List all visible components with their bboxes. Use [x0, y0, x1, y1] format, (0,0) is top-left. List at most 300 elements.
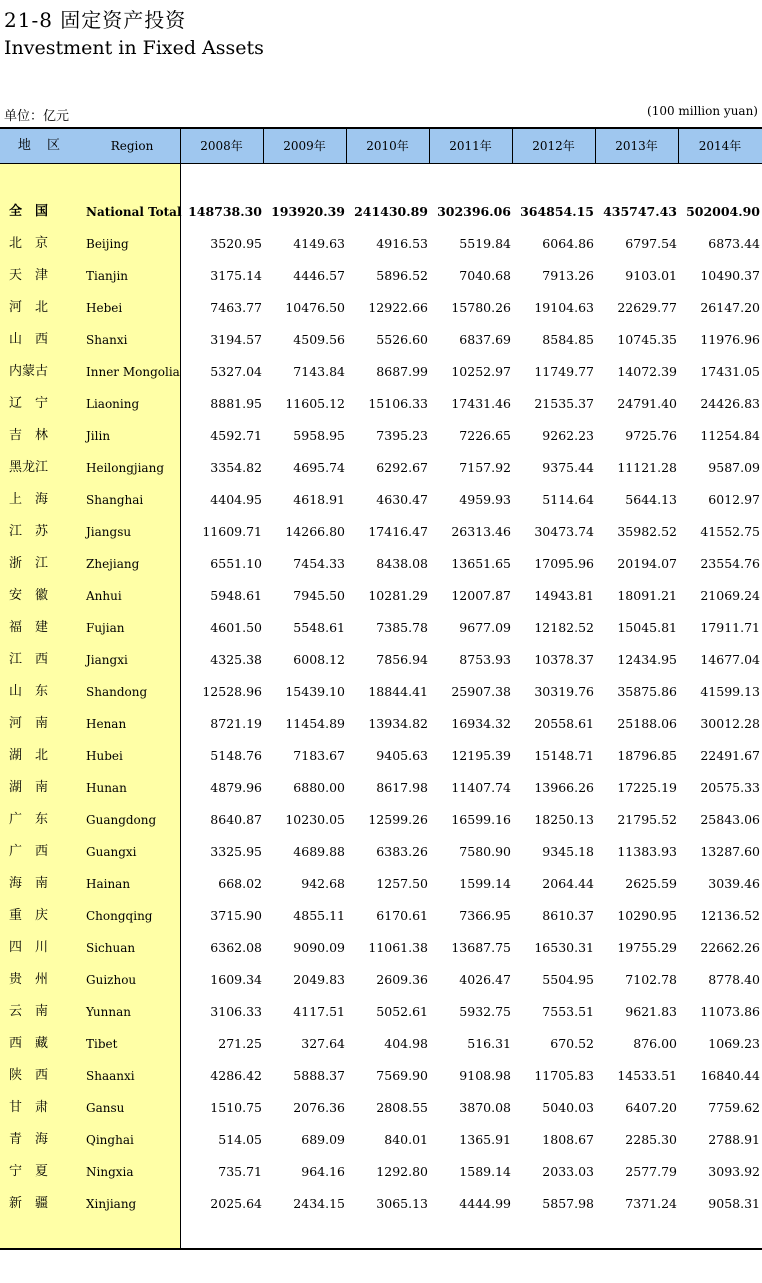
value-cell: 12195.39 — [451, 748, 511, 763]
value-cell: 4592.71 — [210, 428, 262, 443]
value-cell: 41599.13 — [700, 684, 760, 699]
value-cell: 5040.03 — [542, 1100, 594, 1115]
value-cell: 24426.83 — [700, 396, 760, 411]
value-cell: 6880.00 — [293, 780, 345, 795]
region-name-en: Sichuan — [86, 941, 136, 955]
table-row — [0, 1028, 762, 1060]
value-cell: 4618.91 — [293, 492, 345, 507]
value-cell: 435747.43 — [603, 204, 677, 219]
investment-table — [0, 127, 762, 1250]
value-cell: 4404.95 — [210, 492, 262, 507]
value-cell: 17225.19 — [617, 780, 677, 795]
value-cell: 22629.77 — [617, 300, 677, 315]
region-name-en: Zhejiang — [86, 557, 140, 571]
value-cell: 5526.60 — [376, 332, 428, 347]
value-cell: 10290.95 — [617, 908, 677, 923]
value-cell: 3194.57 — [210, 332, 262, 347]
region-name-en: Qinghai — [86, 1133, 134, 1147]
value-cell: 7040.68 — [459, 268, 511, 283]
value-cell: 2788.91 — [708, 1132, 760, 1147]
value-cell: 4630.47 — [376, 492, 428, 507]
value-cell: 10490.37 — [700, 268, 760, 283]
region-name-en: Gansu — [86, 1101, 125, 1115]
value-cell: 3520.95 — [210, 236, 262, 251]
value-cell: 7580.90 — [459, 844, 511, 859]
value-cell: 11976.96 — [700, 332, 760, 347]
value-cell: 12922.66 — [368, 300, 428, 315]
region-name-cn: 青 海 — [9, 1132, 49, 1147]
region-name-cn: 新 疆 — [9, 1196, 49, 1211]
value-cell: 8584.85 — [542, 332, 594, 347]
value-cell: 11749.77 — [534, 364, 594, 379]
value-cell: 964.16 — [301, 1164, 345, 1179]
value-cell: 364854.15 — [520, 204, 594, 219]
table-row — [0, 708, 762, 740]
region-name-cn: 河 北 — [9, 300, 49, 315]
value-cell: 5504.95 — [542, 972, 594, 987]
value-cell: 6362.08 — [210, 940, 262, 955]
value-cell: 271.25 — [218, 1036, 262, 1051]
value-cell: 11609.71 — [202, 524, 262, 539]
table-row — [0, 612, 762, 644]
header-year: 2013年 — [615, 139, 658, 153]
region-name-en: Hainan — [86, 877, 131, 891]
value-cell: 668.02 — [218, 876, 262, 891]
region-name-en: Hebei — [86, 301, 123, 315]
header-year: 2012年 — [532, 139, 575, 153]
value-cell: 7913.26 — [542, 268, 594, 283]
region-name-en: Heilongjiang — [86, 461, 164, 475]
table-row-total — [0, 196, 762, 228]
value-cell: 1599.14 — [459, 876, 511, 891]
value-cell: 7463.77 — [210, 300, 262, 315]
value-cell: 21069.24 — [700, 588, 760, 603]
value-cell: 17095.96 — [534, 556, 594, 571]
value-cell: 30473.74 — [534, 524, 594, 539]
value-cell: 13651.65 — [451, 556, 511, 571]
value-cell: 15045.81 — [617, 620, 677, 635]
region-name-en: Hubei — [86, 749, 123, 763]
value-cell: 6064.86 — [542, 236, 594, 251]
value-cell: 241430.89 — [354, 204, 428, 219]
value-cell: 9375.44 — [542, 460, 594, 475]
value-cell: 3106.33 — [210, 1004, 262, 1019]
region-name-en: Xinjiang — [86, 1197, 137, 1211]
value-cell: 12434.95 — [617, 652, 677, 667]
value-cell: 3175.14 — [210, 268, 262, 283]
value-cell: 4959.93 — [459, 492, 511, 507]
value-cell: 4149.63 — [293, 236, 345, 251]
value-cell: 12528.96 — [202, 684, 262, 699]
region-name-cn: 广 西 — [9, 844, 49, 859]
table-row — [0, 324, 762, 356]
region-name-cn: 天 津 — [9, 268, 49, 283]
region-name-cn: 吉 林 — [9, 428, 49, 443]
value-cell: 7226.65 — [459, 428, 511, 443]
value-cell: 876.00 — [633, 1036, 677, 1051]
value-cell: 14266.80 — [285, 524, 345, 539]
table-row — [0, 772, 762, 804]
region-name-cn: 内蒙古 — [9, 364, 49, 379]
value-cell: 9587.09 — [708, 460, 760, 475]
value-cell: 302396.06 — [437, 204, 511, 219]
value-cell: 11605.12 — [285, 396, 345, 411]
table-row — [0, 1124, 762, 1156]
value-cell: 3870.08 — [459, 1100, 511, 1115]
table-row — [0, 260, 762, 292]
value-cell: 15780.26 — [451, 300, 511, 315]
table-row — [0, 292, 762, 324]
value-cell: 14533.51 — [617, 1068, 677, 1083]
value-cell: 25188.06 — [617, 716, 677, 731]
table-row — [0, 388, 762, 420]
header-year: 2011年 — [449, 139, 492, 153]
value-cell: 4879.96 — [210, 780, 262, 795]
value-cell: 6292.67 — [376, 460, 428, 475]
value-cell: 4695.74 — [293, 460, 345, 475]
value-cell: 7569.90 — [376, 1068, 428, 1083]
value-cell: 5327.04 — [210, 364, 262, 379]
value-cell: 942.68 — [301, 876, 345, 891]
region-name-cn: 福 建 — [9, 620, 49, 635]
region-name-cn: 黑龙江 — [9, 460, 49, 475]
value-cell: 12136.52 — [700, 908, 760, 923]
value-cell: 4509.56 — [293, 332, 345, 347]
value-cell: 6551.10 — [210, 556, 262, 571]
region-name-cn: 海 南 — [9, 876, 49, 891]
value-cell: 30319.76 — [534, 684, 594, 699]
value-cell: 3325.95 — [210, 844, 262, 859]
region-name-en: Jiangxi — [86, 653, 128, 667]
region-name-en: Henan — [86, 717, 127, 731]
value-cell: 7856.94 — [376, 652, 428, 667]
region-name-en: Inner Mongolia — [86, 365, 180, 379]
table-row — [0, 676, 762, 708]
value-cell: 30012.28 — [700, 716, 760, 731]
value-cell: 20558.61 — [534, 716, 594, 731]
region-name-cn: 甘 肃 — [9, 1100, 49, 1115]
value-cell: 10378.37 — [534, 652, 594, 667]
value-cell: 7454.33 — [293, 556, 345, 571]
value-cell: 6012.97 — [708, 492, 760, 507]
page-title-english: Investment in Fixed Assets — [4, 37, 264, 59]
header-year: 2009年 — [283, 139, 326, 153]
value-cell: 6008.12 — [293, 652, 345, 667]
value-cell: 2064.44 — [542, 876, 594, 891]
value-cell: 3715.90 — [210, 908, 262, 923]
value-cell: 9725.76 — [625, 428, 677, 443]
region-name-cn: 河 南 — [9, 716, 49, 731]
region-name-en: Hunan — [86, 781, 127, 795]
value-cell: 2625.59 — [625, 876, 677, 891]
value-cell: 7759.62 — [708, 1100, 760, 1115]
value-cell: 8753.93 — [459, 652, 511, 667]
value-cell: 7143.84 — [293, 364, 345, 379]
value-cell: 25907.38 — [451, 684, 511, 699]
region-name-cn: 贵 州 — [9, 972, 49, 987]
region-name-cn: 安 徽 — [9, 588, 49, 603]
value-cell: 13687.75 — [451, 940, 511, 955]
value-cell: 15106.33 — [368, 396, 428, 411]
value-cell: 4689.88 — [293, 844, 345, 859]
header-year: 2010年 — [366, 139, 409, 153]
region-name-en: Liaoning — [86, 397, 140, 411]
value-cell: 840.01 — [384, 1132, 428, 1147]
value-cell: 4446.57 — [293, 268, 345, 283]
region-name-cn: 重 庆 — [9, 908, 49, 923]
region-name-en: Shanxi — [86, 333, 128, 347]
value-cell: 8881.95 — [210, 396, 262, 411]
region-name-en: Beijing — [86, 237, 129, 251]
value-cell: 5896.52 — [376, 268, 428, 283]
region-name-cn: 云 南 — [9, 1004, 49, 1019]
value-cell: 404.98 — [384, 1036, 428, 1051]
header-year: 2008年 — [200, 139, 243, 153]
region-name-cn: 广 东 — [9, 812, 49, 827]
value-cell: 8721.19 — [210, 716, 262, 731]
table-row — [0, 1060, 762, 1092]
value-cell: 11254.84 — [700, 428, 760, 443]
column-divider — [595, 129, 596, 163]
value-cell: 3065.13 — [376, 1196, 428, 1211]
value-cell: 7102.78 — [625, 972, 677, 987]
value-cell: 4916.53 — [376, 236, 428, 251]
value-cell: 19755.29 — [617, 940, 677, 955]
value-cell: 11073.86 — [700, 1004, 760, 1019]
value-cell: 8617.98 — [376, 780, 428, 795]
region-name-en: Guangxi — [86, 845, 137, 859]
value-cell: 35875.86 — [617, 684, 677, 699]
region-name-en: Jilin — [86, 429, 111, 443]
value-cell: 6837.69 — [459, 332, 511, 347]
value-cell: 670.52 — [550, 1036, 594, 1051]
value-cell: 2033.03 — [542, 1164, 594, 1179]
value-cell: 4325.38 — [210, 652, 262, 667]
table-row — [0, 900, 762, 932]
region-name-cn: 江 西 — [9, 652, 49, 667]
value-cell: 10745.35 — [617, 332, 677, 347]
header-region-en: Region — [110, 139, 154, 153]
region-name-cn: 湖 南 — [9, 780, 49, 795]
value-cell: 18796.85 — [617, 748, 677, 763]
region-name-cn: 山 西 — [9, 332, 49, 347]
value-cell: 17431.05 — [700, 364, 760, 379]
region-name-en: Shaanxi — [86, 1069, 135, 1083]
region-name-cn: 浙 江 — [9, 556, 49, 571]
value-cell: 689.09 — [301, 1132, 345, 1147]
region-name-cn: 辽 宁 — [9, 396, 49, 411]
value-cell: 11121.28 — [617, 460, 677, 475]
value-cell: 2025.64 — [210, 1196, 262, 1211]
value-cell: 6797.54 — [625, 236, 677, 251]
table-row — [0, 996, 762, 1028]
value-cell: 9090.09 — [293, 940, 345, 955]
value-cell: 4117.51 — [293, 1004, 345, 1019]
region-name-cn: 陕 西 — [9, 1068, 49, 1083]
value-cell: 11454.89 — [285, 716, 345, 731]
region-name-cn: 湖 北 — [9, 748, 49, 763]
value-cell: 1609.34 — [210, 972, 262, 987]
value-cell: 35982.52 — [617, 524, 677, 539]
value-cell: 17911.71 — [700, 620, 760, 635]
table-row — [0, 1156, 762, 1188]
unit-label-chinese: 单位：亿元 — [4, 109, 70, 124]
table-row — [0, 964, 762, 996]
value-cell: 4286.42 — [210, 1068, 262, 1083]
value-cell: 327.64 — [301, 1036, 345, 1051]
value-cell: 2076.36 — [293, 1100, 345, 1115]
value-cell: 148738.30 — [188, 204, 262, 219]
region-name-en: Yunnan — [86, 1005, 131, 1019]
table-row — [0, 804, 762, 836]
region-name-cn: 山 东 — [9, 684, 49, 699]
value-cell: 9262.23 — [542, 428, 594, 443]
value-cell: 5644.13 — [625, 492, 677, 507]
value-cell: 18250.13 — [534, 812, 594, 827]
value-cell: 20575.33 — [700, 780, 760, 795]
value-cell: 26147.20 — [700, 300, 760, 315]
value-cell: 22662.26 — [700, 940, 760, 955]
value-cell: 10281.29 — [368, 588, 428, 603]
table-row — [0, 420, 762, 452]
region-name-en: Tibet — [86, 1037, 118, 1051]
table-row — [0, 452, 762, 484]
value-cell: 8610.37 — [542, 908, 594, 923]
region-name-cn: 上 海 — [9, 492, 49, 507]
value-cell: 3093.92 — [708, 1164, 760, 1179]
value-cell: 8687.99 — [376, 364, 428, 379]
region-name-en: Ningxia — [86, 1165, 134, 1179]
table-row — [0, 740, 762, 772]
value-cell: 9108.98 — [459, 1068, 511, 1083]
value-cell: 16934.32 — [451, 716, 511, 731]
value-cell: 1292.80 — [376, 1164, 428, 1179]
region-name-cn: 江 苏 — [9, 524, 49, 539]
table-row — [0, 548, 762, 580]
value-cell: 12599.26 — [368, 812, 428, 827]
value-cell: 7385.78 — [376, 620, 428, 635]
value-cell: 21795.52 — [617, 812, 677, 827]
region-name-en: Tianjin — [86, 269, 129, 283]
value-cell: 19104.63 — [534, 300, 594, 315]
value-cell: 16840.44 — [700, 1068, 760, 1083]
region-name-cn: 四 川 — [9, 940, 49, 955]
region-name-en: Guizhou — [86, 973, 137, 987]
value-cell: 9405.63 — [376, 748, 428, 763]
value-cell: 25843.06 — [700, 812, 760, 827]
value-cell: 4026.47 — [459, 972, 511, 987]
column-divider — [429, 129, 430, 163]
value-cell: 2049.83 — [293, 972, 345, 987]
value-cell: 9621.83 — [625, 1004, 677, 1019]
value-cell: 8778.40 — [708, 972, 760, 987]
value-cell: 1589.14 — [459, 1164, 511, 1179]
value-cell: 6407.20 — [625, 1100, 677, 1115]
value-cell: 8438.08 — [376, 556, 428, 571]
value-cell: 13966.26 — [534, 780, 594, 795]
value-cell: 2577.79 — [625, 1164, 677, 1179]
value-cell: 7366.95 — [459, 908, 511, 923]
value-cell: 5548.61 — [293, 620, 345, 635]
region-name-en: Anhui — [86, 589, 122, 603]
table-row — [0, 484, 762, 516]
table-row — [0, 836, 762, 868]
value-cell: 18091.21 — [617, 588, 677, 603]
column-divider — [678, 129, 679, 163]
region-name-en: Shandong — [86, 685, 148, 699]
value-cell: 2808.55 — [376, 1100, 428, 1115]
header-year: 2014年 — [698, 139, 742, 153]
table-row — [0, 580, 762, 612]
value-cell: 4855.11 — [293, 908, 345, 923]
value-cell: 5888.37 — [293, 1068, 345, 1083]
value-cell: 2285.30 — [625, 1132, 677, 1147]
value-cell: 15439.10 — [285, 684, 345, 699]
value-cell: 12182.52 — [534, 620, 594, 635]
region-name-en: National Total — [86, 205, 182, 219]
value-cell: 4444.99 — [459, 1196, 511, 1211]
value-cell: 26313.46 — [451, 524, 511, 539]
value-cell: 13934.82 — [368, 716, 428, 731]
value-cell: 11705.83 — [534, 1068, 594, 1083]
value-cell: 17416.47 — [368, 524, 428, 539]
value-cell: 5519.84 — [459, 236, 511, 251]
value-cell: 11061.38 — [368, 940, 428, 955]
value-cell: 16530.31 — [534, 940, 594, 955]
value-cell: 22491.67 — [700, 748, 760, 763]
region-name-en: Jiangsu — [86, 525, 132, 539]
value-cell: 516.31 — [467, 1036, 511, 1051]
value-cell: 3354.82 — [210, 460, 262, 475]
region-name-cn: 宁 夏 — [9, 1164, 49, 1179]
value-cell: 17431.46 — [451, 396, 511, 411]
table-row — [0, 228, 762, 260]
value-cell: 7157.92 — [459, 460, 511, 475]
page-title-chinese: 21-8 固定资产投资 — [4, 8, 187, 32]
value-cell: 24791.40 — [617, 396, 677, 411]
value-cell: 15148.71 — [534, 748, 594, 763]
region-name-en: Shanghai — [86, 493, 144, 507]
value-cell: 14072.39 — [617, 364, 677, 379]
table-row — [0, 356, 762, 388]
value-cell: 5932.75 — [459, 1004, 511, 1019]
value-cell: 9103.01 — [625, 268, 677, 283]
value-cell: 14943.81 — [534, 588, 594, 603]
value-cell: 23554.76 — [700, 556, 760, 571]
value-cell: 9058.31 — [708, 1196, 760, 1211]
table-row — [0, 1092, 762, 1124]
value-cell: 735.71 — [218, 1164, 262, 1179]
value-cell: 9345.18 — [542, 844, 594, 859]
value-cell: 11407.74 — [451, 780, 511, 795]
value-cell: 514.05 — [218, 1132, 262, 1147]
value-cell: 6170.61 — [376, 908, 428, 923]
value-cell: 5958.95 — [293, 428, 345, 443]
value-cell: 2434.15 — [293, 1196, 345, 1211]
value-cell: 6383.26 — [376, 844, 428, 859]
value-cell: 20194.07 — [617, 556, 677, 571]
table-row — [0, 644, 762, 676]
value-cell: 4601.50 — [210, 620, 262, 635]
value-cell: 2609.36 — [376, 972, 428, 987]
value-cell: 11383.93 — [617, 844, 677, 859]
value-cell: 5857.98 — [542, 1196, 594, 1211]
column-divider — [512, 129, 513, 163]
value-cell: 7945.50 — [293, 588, 345, 603]
value-cell: 7183.67 — [293, 748, 345, 763]
column-divider — [263, 129, 264, 163]
table-row — [0, 868, 762, 900]
